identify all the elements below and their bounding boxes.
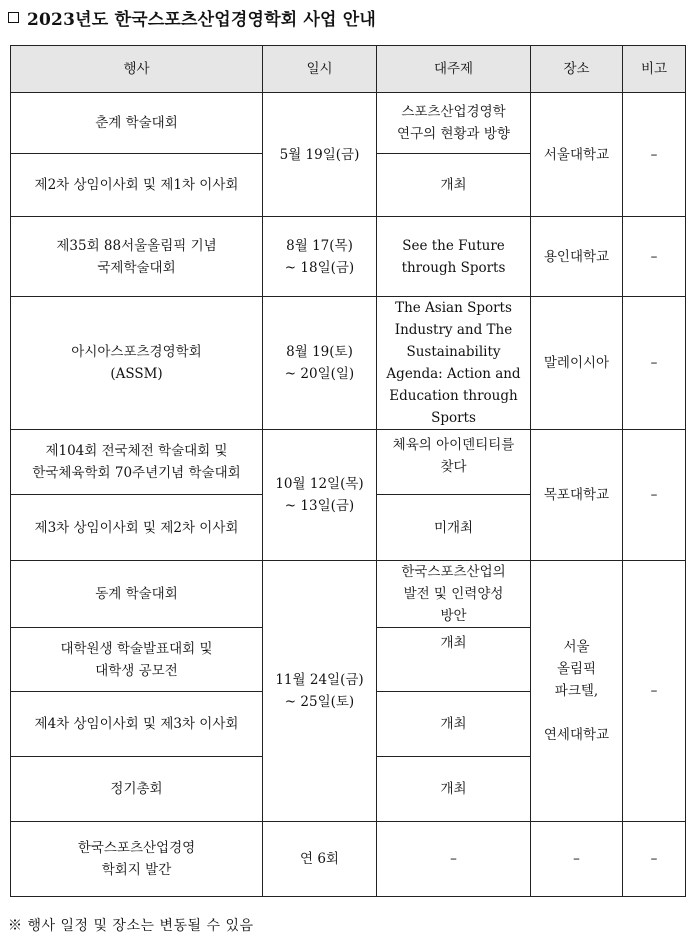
header-date: 일시	[263, 46, 377, 93]
theme-cell: 체육의 아이덴티티를 찾다	[377, 430, 531, 495]
theme-cell: The Asian Sports Industry and The Sustainability Agenda: Action and Education through Sports	[377, 297, 531, 430]
note-cell: –	[623, 93, 686, 217]
note-cell: –	[623, 297, 686, 430]
table-row	[11, 297, 686, 430]
header-theme: 대주제	[377, 46, 531, 93]
footnote: ※ 행사 일정 및 장소는 변동될 수 있음	[8, 918, 254, 934]
date-cell: 5월 19일(금)	[263, 93, 377, 217]
place-cell: 용인대학교	[531, 217, 623, 297]
date-cell: 8월 19(토) ~ 20일(일)	[263, 297, 377, 430]
table-row	[11, 822, 686, 897]
note-cell: –	[623, 217, 686, 297]
theme-cell: 개최	[377, 628, 531, 692]
event-cell: 동계 학술대회	[11, 561, 263, 628]
note-cell: –	[623, 430, 686, 561]
checkbox-square-icon	[8, 12, 19, 23]
event-cell: 정기총회	[11, 757, 263, 822]
table-row	[11, 561, 686, 628]
theme-cell: 개최	[377, 692, 531, 757]
event-cell: 제2차 상임이사회 및 제1차 이사회	[11, 154, 263, 217]
event-cell: 제3차 상임이사회 및 제2차 이사회	[11, 495, 263, 561]
page-title-text: 2023년도 한국스포츠산업경영학회 사업 안내	[27, 9, 377, 30]
event-cell: 제4차 상임이사회 및 제3차 이사회	[11, 692, 263, 757]
date-cell: 연 6회	[263, 822, 377, 897]
table-row	[11, 430, 686, 495]
table-header-row	[11, 46, 686, 93]
schedule-table	[10, 45, 686, 897]
place-cell: –	[531, 822, 623, 897]
theme-cell: –	[377, 822, 531, 897]
header-place: 장소	[531, 46, 623, 93]
place-cell: 목포대학교	[531, 430, 623, 561]
theme-cell: 미개최	[377, 495, 531, 561]
place-cell: 말레이시아	[531, 297, 623, 430]
table-row	[11, 93, 686, 154]
page-title	[8, 4, 376, 30]
note-cell: –	[623, 822, 686, 897]
event-cell: 한국스포츠산업경영 학회지 발간	[11, 822, 263, 897]
event-cell: 제104회 전국체전 학술대회 및 한국체육학회 70주년기념 학술대회	[11, 430, 263, 495]
event-cell: 제35회 88서울올림픽 기념 국제학술대회	[11, 217, 263, 297]
date-cell: 10월 12일(목) ~ 13일(금)	[263, 430, 377, 561]
place-cell: 서울대학교	[531, 93, 623, 217]
theme-cell: See the Future through Sports	[377, 217, 531, 297]
table-row	[11, 217, 686, 297]
event-cell: 아시아스포츠경영학회 (ASSM)	[11, 297, 263, 430]
event-cell: 대학원생 학술발표대회 및 대학생 공모전	[11, 628, 263, 692]
date-cell: 8월 17(목) ~ 18일(금)	[263, 217, 377, 297]
header-note: 비고	[623, 46, 686, 93]
place-cell: 서울 올림픽 파크텔, 연세대학교	[531, 561, 623, 822]
theme-cell: 한국스포츠산업의 발전 및 인력양성 방안	[377, 561, 531, 628]
event-cell: 춘계 학술대회	[11, 93, 263, 154]
date-cell: 11월 24일(금) ~ 25일(토)	[263, 561, 377, 822]
note-cell: –	[623, 561, 686, 822]
theme-cell: 개최	[377, 757, 531, 822]
theme-cell: 스포츠산업경영학 연구의 현황과 방향	[377, 93, 531, 154]
header-event: 행사	[11, 46, 263, 93]
theme-cell: 개최	[377, 154, 531, 217]
